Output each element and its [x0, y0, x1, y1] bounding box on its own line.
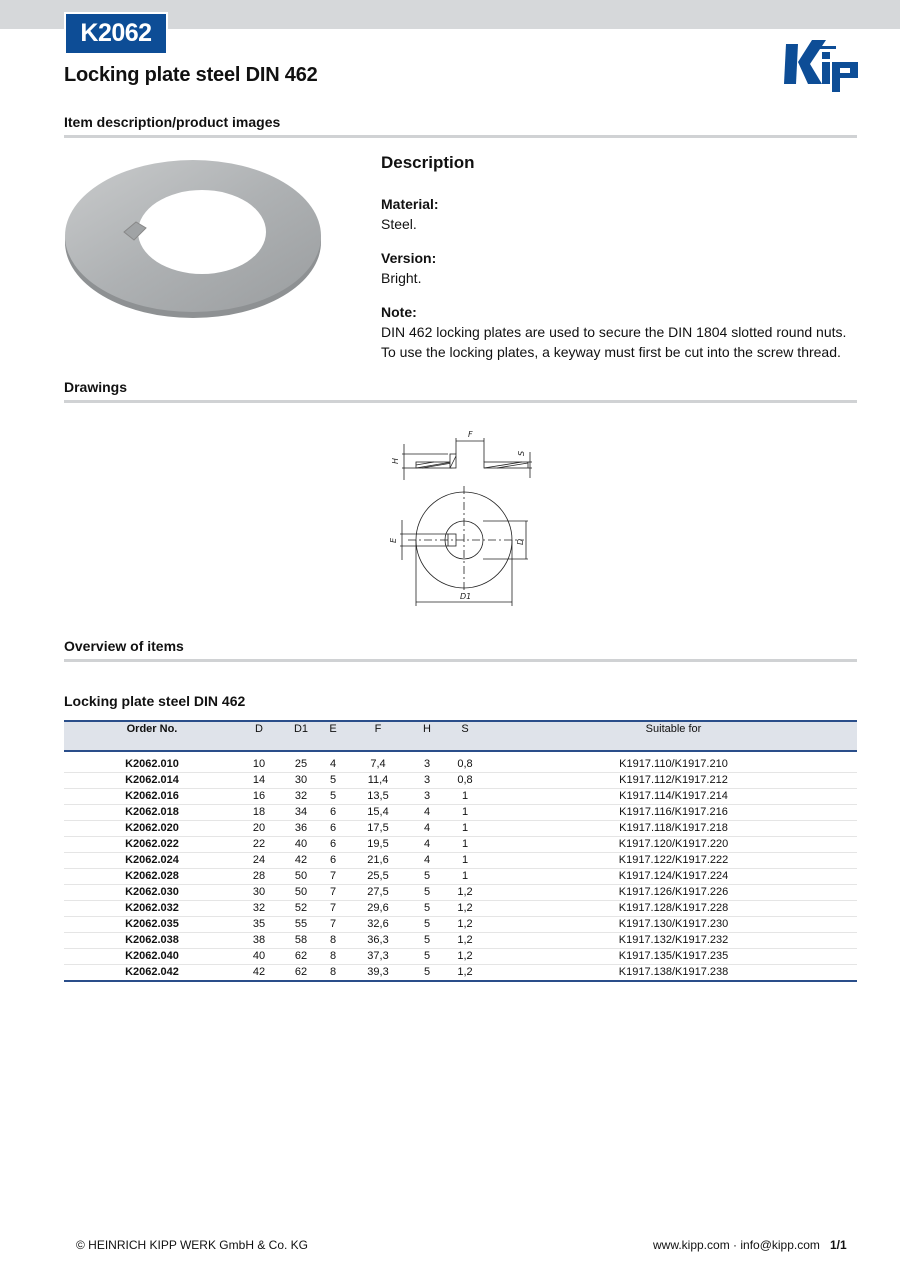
table-row	[64, 837, 857, 853]
table-cell: 52	[278, 901, 324, 917]
table-cell: 4	[414, 837, 440, 853]
table-cell: 16	[240, 789, 278, 805]
page-title: Locking plate steel DIN 462	[64, 64, 318, 86]
order-number-cell: K2062.032	[64, 901, 240, 917]
order-number-cell: K2062.024	[64, 853, 240, 869]
table-cell: 40	[240, 949, 278, 965]
table-cell: 37,3	[342, 949, 414, 965]
table-cell: 36,3	[342, 933, 414, 949]
table-cell: 6	[324, 853, 342, 869]
table-row	[64, 773, 857, 789]
table-cell: 50	[278, 885, 324, 901]
table-cell: 24	[240, 853, 278, 869]
order-number-cell: K2062.030	[64, 885, 240, 901]
table-cell: 62	[278, 949, 324, 965]
table-cell: 6	[324, 821, 342, 837]
table-cell: 1	[440, 805, 490, 821]
table-cell: 7	[324, 917, 342, 933]
table-header-cell: F	[374, 723, 382, 735]
table-header-cell: D	[255, 723, 263, 735]
version-value: Bright.	[381, 270, 422, 286]
table-cell: 5	[414, 965, 440, 982]
table-cell: 28	[240, 869, 278, 885]
table-cell: K1917.132/K1917.232	[490, 933, 857, 949]
table-cell: 7,4	[342, 751, 414, 773]
table-row	[64, 949, 857, 965]
table-cell: K1917.124/K1917.224	[490, 869, 857, 885]
dimension-label-d1: D1	[460, 592, 472, 601]
table-cell: 8	[324, 933, 342, 949]
table-cell: 11,4	[342, 773, 414, 789]
table-cell: 17,5	[342, 821, 414, 837]
table-cell: 1	[440, 853, 490, 869]
description-heading: Description	[381, 153, 475, 172]
order-number-cell: K2062.040	[64, 949, 240, 965]
table-cell: K1917.118/K1917.218	[490, 821, 857, 837]
table-cell: 27,5	[342, 885, 414, 901]
table-header-cell: E	[329, 723, 337, 735]
table-cell: 25	[278, 751, 324, 773]
table-cell: 22	[240, 837, 278, 853]
table-cell: 5	[324, 789, 342, 805]
table-row	[64, 917, 857, 933]
table-cell: 1,2	[440, 901, 490, 917]
order-number-cell: K2062.035	[64, 917, 240, 933]
table-cell: 5	[414, 949, 440, 965]
table-cell: 30	[240, 885, 278, 901]
table-cell: 18	[240, 805, 278, 821]
table-cell: 6	[324, 805, 342, 821]
table-cell: 1,2	[440, 885, 490, 901]
table-header-cell: Suitable for	[645, 723, 702, 735]
table-cell: K1917.114/K1917.214	[490, 789, 857, 805]
table-cell: 7	[324, 901, 342, 917]
kipp-logo	[782, 38, 860, 92]
table-cell: 0,8	[440, 751, 490, 773]
dimension-label-h: H	[391, 457, 400, 464]
table-cell: 32	[278, 789, 324, 805]
table-cell: K1917.126/K1917.226	[490, 885, 857, 901]
table-row	[64, 965, 857, 982]
note-value: DIN 462 locking plates are used to secure the DIN 1804 slotted round nuts. To use the locking plates, a keyway must first be cut into the screw thread.	[381, 324, 847, 360]
table-cell: 4	[414, 853, 440, 869]
table-cell: 5	[414, 885, 440, 901]
table-cell: 29,6	[342, 901, 414, 917]
table-cell: 30	[278, 773, 324, 789]
table-row	[64, 789, 857, 805]
table-body	[64, 751, 857, 981]
table-cell: 1,2	[440, 917, 490, 933]
section-divider	[64, 400, 857, 403]
table-cell: 19,5	[342, 837, 414, 853]
table-cell: 20	[240, 821, 278, 837]
section-heading-drawings: Drawings	[64, 379, 128, 395]
table-cell: 4	[324, 751, 342, 773]
table-cell: 8	[324, 949, 342, 965]
table-row	[64, 751, 857, 773]
table-cell: 14	[240, 773, 278, 789]
table-cell: 5	[324, 773, 342, 789]
table-cell: K1917.128/K1917.228	[490, 901, 857, 917]
table-cell: K1917.138/K1917.238	[490, 965, 857, 982]
table-cell: K1917.135/K1917.235	[490, 949, 857, 965]
order-number-cell: K2062.042	[64, 965, 240, 982]
section-heading-item-description: Item description/product images	[64, 114, 281, 130]
table-cell: 42	[240, 965, 278, 982]
table-cell: 1,2	[440, 949, 490, 965]
order-number-cell: K2062.016	[64, 789, 240, 805]
table-cell: 58	[278, 933, 324, 949]
dimension-label-e: E	[389, 537, 398, 543]
footer-copyright: © HEINRICH KIPP WERK GmbH & Co. KG	[76, 1238, 308, 1252]
product-code-badge: K2062	[64, 12, 168, 55]
table-cell: 5	[414, 933, 440, 949]
table-cell: 38	[240, 933, 278, 949]
table-cell: 8	[324, 965, 342, 982]
note-label: Note:	[381, 304, 417, 320]
table-row	[64, 853, 857, 869]
table-cell: 32	[240, 901, 278, 917]
footer-contact: www.kipp.com · info@kipp.com	[653, 1238, 820, 1252]
table-cell: 21,6	[342, 853, 414, 869]
table-cell: K1917.110/K1917.210	[490, 751, 857, 773]
table-cell: 5	[414, 901, 440, 917]
table-row	[64, 885, 857, 901]
table-cell: 50	[278, 869, 324, 885]
table-cell: 7	[324, 885, 342, 901]
table-cell: 32,6	[342, 917, 414, 933]
table-cell: 4	[414, 821, 440, 837]
table-cell: 62	[278, 965, 324, 982]
table-cell: 15,4	[342, 805, 414, 821]
table-cell: 55	[278, 917, 324, 933]
items-table	[64, 720, 857, 982]
order-number-cell: K2062.014	[64, 773, 240, 789]
table-cell: 25,5	[342, 869, 414, 885]
technical-drawing	[382, 424, 538, 614]
table-cell: 1,2	[440, 933, 490, 949]
table-cell: 4	[414, 805, 440, 821]
table-cell: 1	[440, 837, 490, 853]
table-cell: 13,5	[342, 789, 414, 805]
section-divider	[64, 659, 857, 662]
order-number-cell: K2062.028	[64, 869, 240, 885]
locking-plate-photo	[64, 152, 322, 324]
order-number-cell: K2062.018	[64, 805, 240, 821]
dimension-label-s: S	[517, 450, 526, 456]
material-label: Material:	[381, 196, 439, 212]
table-cell: K1917.130/K1917.230	[490, 917, 857, 933]
table-cell: 1	[440, 789, 490, 805]
order-number-cell: K2062.038	[64, 933, 240, 949]
table-cell: 10	[240, 751, 278, 773]
table-cell: K1917.122/K1917.222	[490, 853, 857, 869]
order-number-cell: K2062.020	[64, 821, 240, 837]
table-cell: 6	[324, 837, 342, 853]
table-header-cell: H	[423, 723, 431, 735]
material-value: Steel.	[381, 216, 417, 232]
footer-page-number: 1/1	[830, 1238, 847, 1252]
table-cell: 5	[414, 869, 440, 885]
table-header-row	[64, 721, 857, 751]
order-number-cell: K2062.010	[64, 751, 240, 773]
table-cell: 1,2	[440, 965, 490, 982]
table-cell: 3	[414, 751, 440, 773]
table-cell: 1	[440, 821, 490, 837]
table-cell: 34	[278, 805, 324, 821]
table-cell: K1917.120/K1917.220	[490, 837, 857, 853]
table-cell: K1917.116/K1917.216	[490, 805, 857, 821]
table-row	[64, 821, 857, 837]
table-cell: 0,8	[440, 773, 490, 789]
table-row	[64, 901, 857, 917]
section-divider	[64, 135, 857, 138]
table-cell: 36	[278, 821, 324, 837]
dimension-label-d: D	[516, 538, 525, 545]
table-cell: K1917.112/K1917.212	[490, 773, 857, 789]
table-cell: 42	[278, 853, 324, 869]
table-header-cell: Order No.	[126, 723, 178, 735]
section-heading-overview: Overview of items	[64, 638, 184, 654]
table-row	[64, 869, 857, 885]
description-panel	[381, 153, 857, 377]
table-cell: 1	[440, 869, 490, 885]
dimension-label-f: F	[468, 430, 473, 439]
table-header-cell: S	[461, 723, 469, 735]
table-cell: 39,3	[342, 965, 414, 982]
table-row	[64, 933, 857, 949]
table-title: Locking plate steel DIN 462	[64, 693, 246, 709]
table-cell: 3	[414, 773, 440, 789]
order-number-cell: K2062.022	[64, 837, 240, 853]
table-cell: 5	[414, 917, 440, 933]
version-label: Version:	[381, 250, 437, 266]
table-row	[64, 805, 857, 821]
table-header-cell: D1	[293, 723, 309, 735]
table-cell: 35	[240, 917, 278, 933]
table-cell: 3	[414, 789, 440, 805]
table-cell: 7	[324, 869, 342, 885]
table-cell: 40	[278, 837, 324, 853]
